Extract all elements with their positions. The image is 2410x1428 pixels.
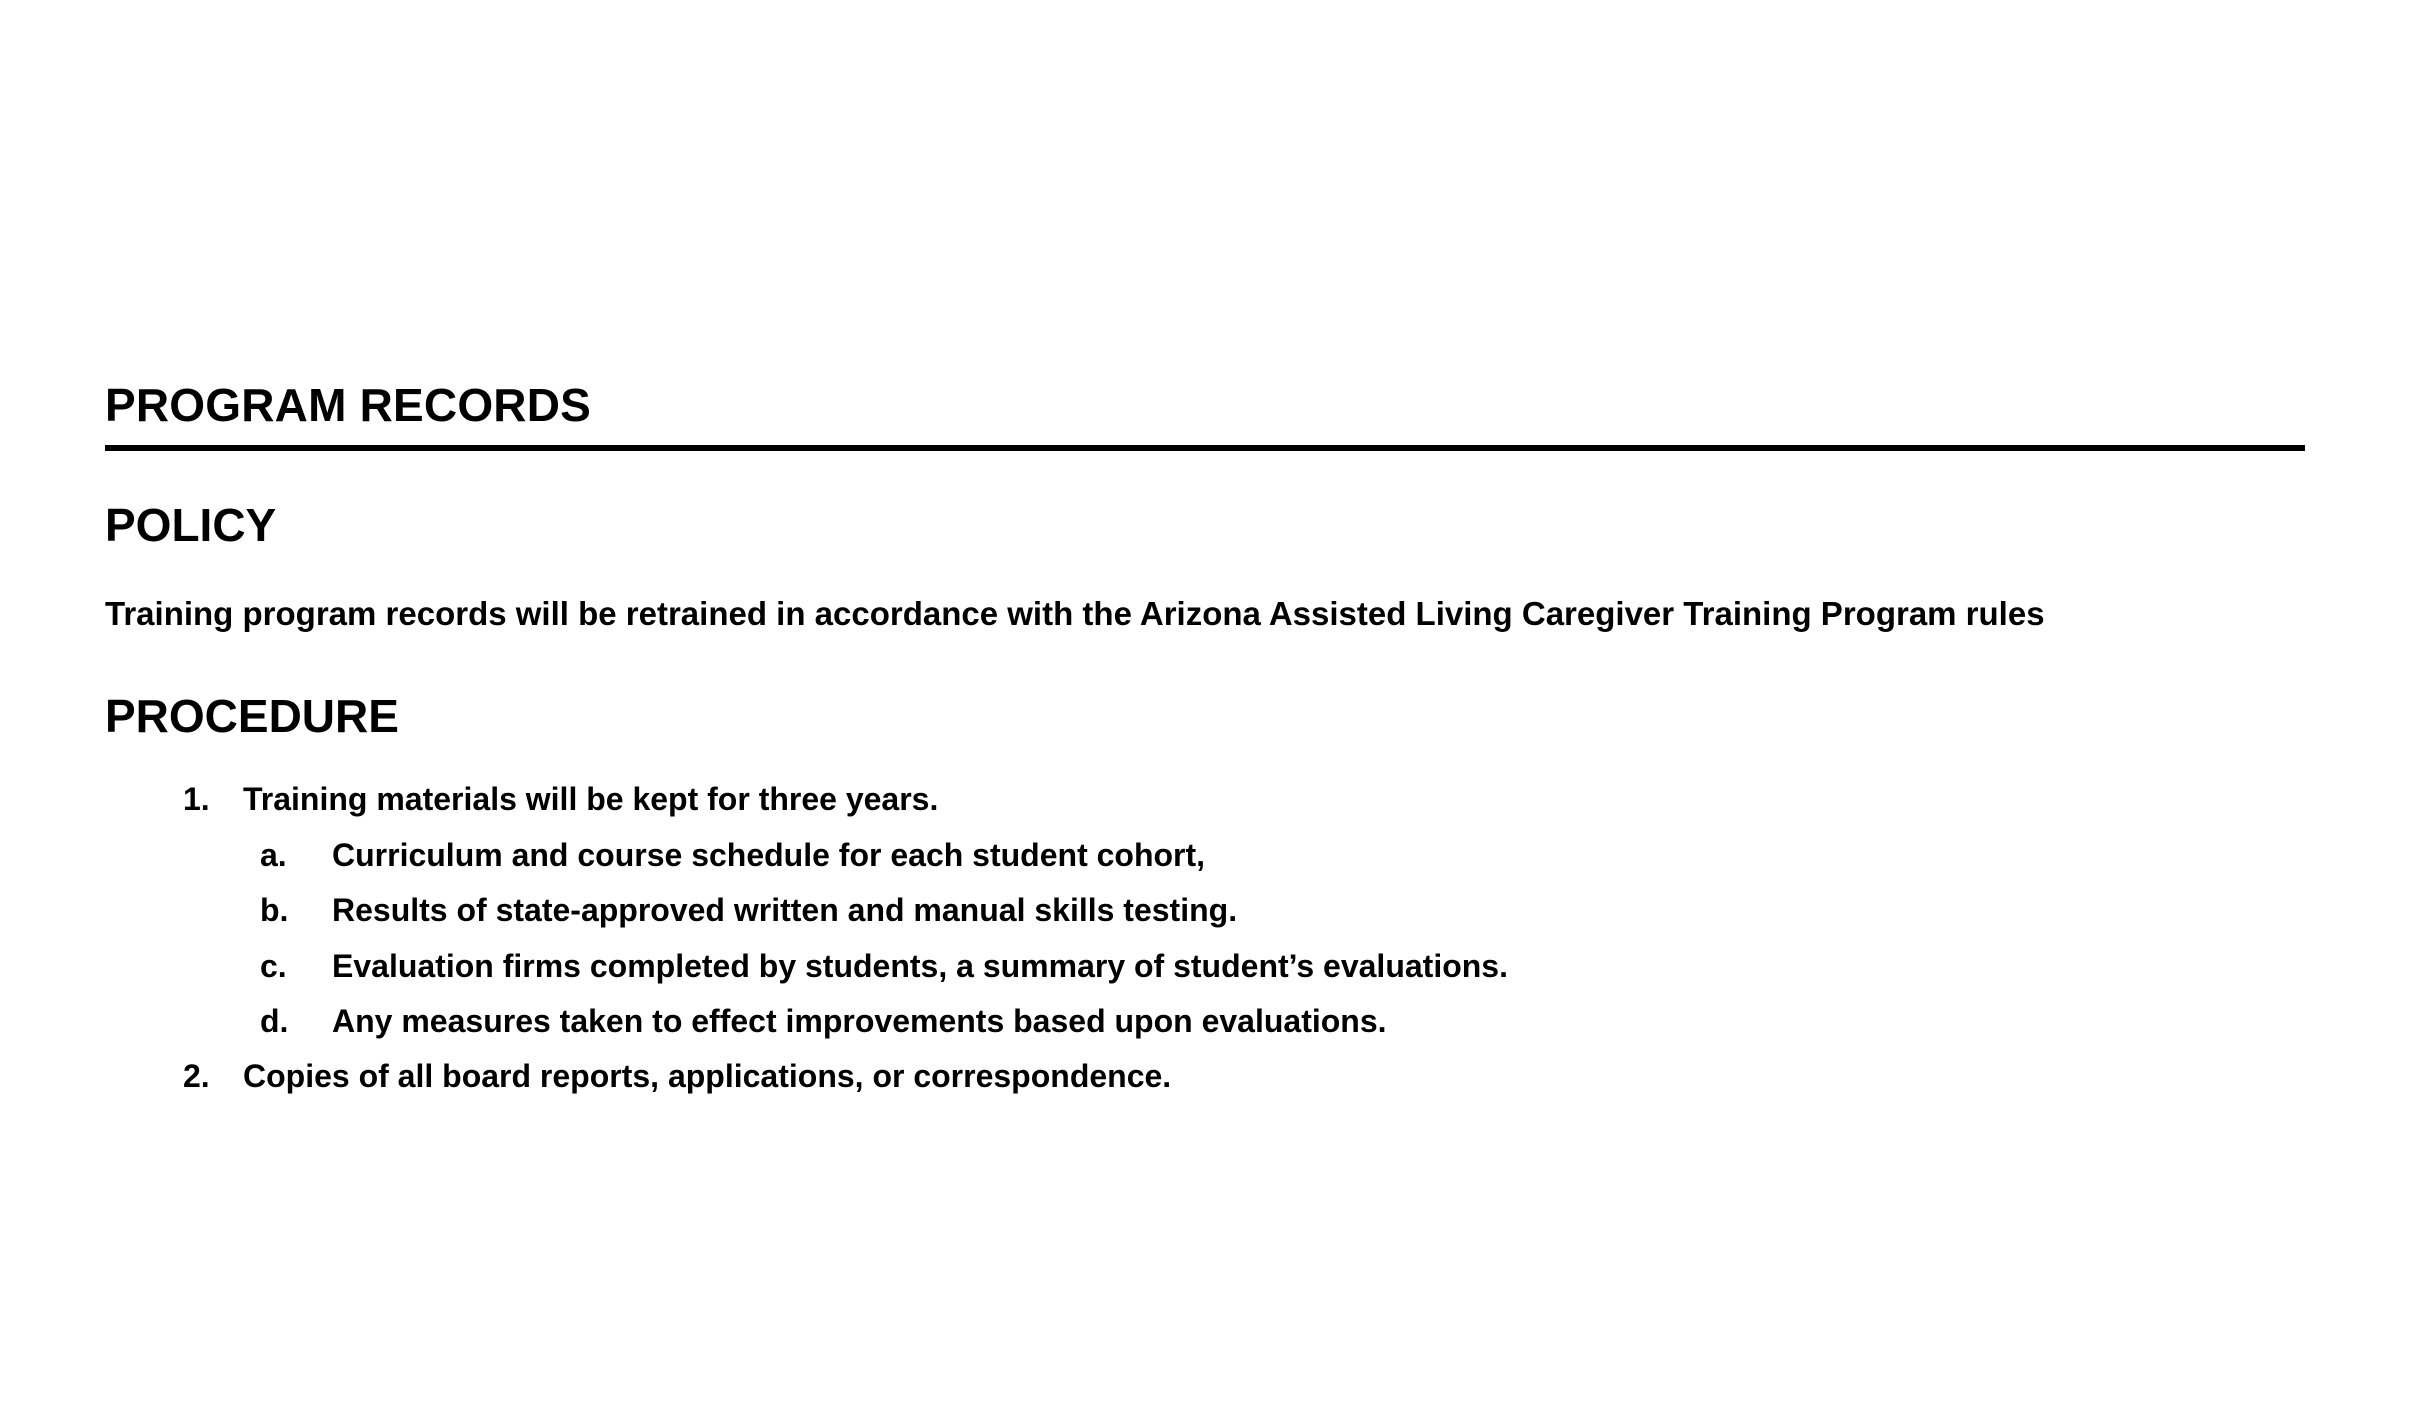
list-item-marker: 2.	[183, 1058, 210, 1095]
list-item-text: Training materials will be kept for three years.	[243, 781, 939, 818]
section-heading-policy: POLICY	[105, 498, 277, 551]
procedure-list	[105, 743, 2305, 1110]
list-item	[105, 777, 2305, 832]
list-item-marker: a.	[260, 836, 287, 873]
section-heading-procedure: PROCEDURE	[105, 690, 399, 743]
top-margin-spacer	[105, 0, 2305, 380]
list-item-marker: d.	[260, 1002, 289, 1039]
list-item-text: Any measures taken to effect improvements based upon evaluations.	[332, 1002, 1387, 1039]
list-item-marker: b.	[260, 892, 289, 929]
list-item-text: Curriculum and course schedule for each student cohort,	[332, 836, 1206, 873]
list-item	[105, 888, 2305, 943]
list-item	[105, 1054, 2305, 1109]
list-item-marker: c.	[260, 947, 287, 984]
list-item-text: Evaluation firms completed by students, a summary of student’s evaluations.	[332, 947, 1508, 984]
list-item	[105, 944, 2305, 999]
list-item-marker: 1.	[183, 781, 210, 818]
list-item-text: Copies of all board reports, applications, or correspondence.	[243, 1058, 1172, 1095]
list-item-text: Results of state-approved written and manual skills testing.	[332, 892, 1238, 929]
page-title: PROGRAM RECORDS	[105, 379, 592, 431]
policy-paragraph: Training program records will be retrained in accordance with the Arizona Assisted Living Caregiver Training Program rules	[105, 595, 2045, 633]
list-item	[105, 999, 2305, 1054]
list-item	[105, 833, 2305, 888]
